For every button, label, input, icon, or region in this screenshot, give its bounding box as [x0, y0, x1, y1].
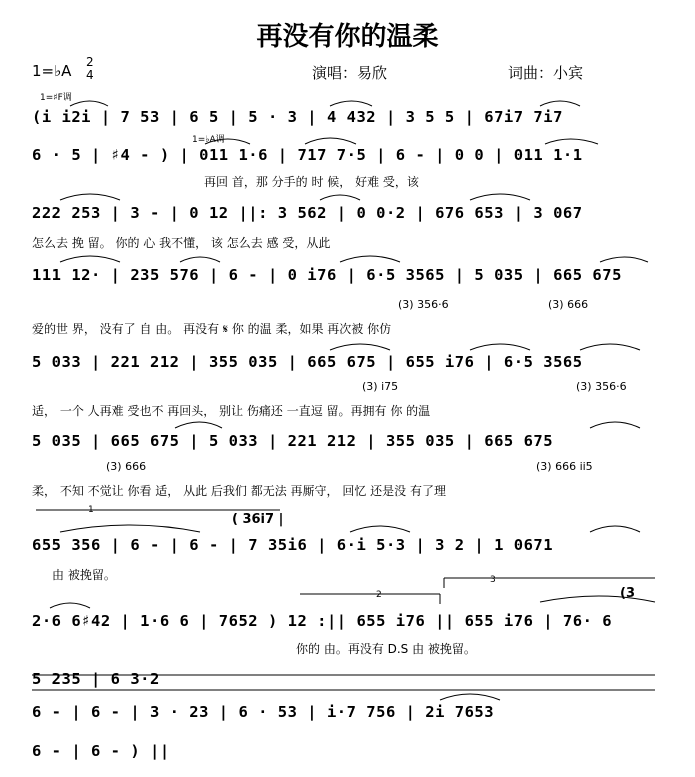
slur-mark — [175, 422, 222, 428]
slur-mark — [590, 422, 640, 428]
grace-note: (3) i75 — [362, 380, 399, 393]
notation-line-7: 655 356 | 6 - | 6 - | 7 35i6 | 6·i 5·3 | 3 2 | 1 0671 — [32, 536, 554, 554]
grace-note: (3) 666 — [548, 298, 589, 311]
notation-line-9: 5 235 | 6 3·2 — [32, 670, 160, 688]
volta-number: 3 — [490, 575, 496, 585]
lyric-line-5: 柔， 不知 不觉让 你看 适， 从此 后我们 都无法 再厮守， 回忆 还是没 有了理 — [32, 484, 446, 498]
notation-line-5: 5 033 | 221 212 | 355 035 | 665 675 | 655 i76 | 6·5 3565 — [32, 353, 583, 371]
slur-mark — [580, 344, 640, 350]
key-change-annotation: 1=♭A调 — [192, 135, 225, 145]
time-signature-bottom: 4 — [86, 68, 94, 82]
lyric-line-6: 由 被挽留。 — [52, 568, 116, 582]
key-signature: 1=♭A — [32, 62, 72, 80]
time-signature-top: 2 — [86, 55, 94, 69]
notation-line-2: 6 · 5 | ♯4 - ) | 011 1·6 | 717 7·5 | 6 - | 0 0 | 011 1·1 — [32, 146, 583, 164]
grace-note: (3 — [620, 586, 635, 601]
slur-mark — [440, 694, 500, 700]
slur-mark — [60, 194, 120, 200]
lyric-line-2: 怎么去 挽 留。 你的 心 我不懂， 该 怎么去 感 受，从此 — [32, 236, 331, 250]
grace-note: (3) 356·6 — [398, 298, 449, 311]
notation-line-8: 2·6 6♯42 | 1·6 6 | 7652 ) 12 :|| 655 i76 || 655 i76 | 76· 6 — [32, 612, 613, 630]
slur-mark — [545, 139, 598, 144]
volta-number: 2 — [376, 590, 382, 600]
grace-note: ( 36i7 | — [232, 512, 284, 527]
lyric-line-4: 适， 一个 人再难 受也不 再回头， 别让 伤痛还 一直逗 留。再拥有 你 的温 — [32, 404, 431, 418]
slur-mark — [600, 257, 648, 262]
slur-mark — [50, 603, 90, 608]
slur-mark — [70, 101, 108, 106]
notation-line-10: 6 - | 6 - | 3 · 23 | 6 · 53 | i·7 756 | 2i 7653 — [32, 703, 495, 721]
slur-mark — [540, 596, 655, 602]
slur-mark — [540, 101, 580, 106]
notation-line-4: 111 12· | 235 576 | 6 - | 0 i76 | 6·5 3565 | 5 035 | 665 675 — [32, 266, 622, 284]
lyric-line-3: 爱的世 界， 没有了 自 由。 再没有 𝄋 你 的温 柔，如果 再次被 你仿 — [32, 322, 392, 336]
grace-note: (3) 666 ii5 — [536, 460, 593, 473]
grace-note: (3) 356·6 — [576, 380, 627, 393]
slur-mark — [60, 525, 200, 532]
slur-mark — [330, 101, 372, 106]
slur-mark — [180, 257, 220, 262]
lyric-line-7: 你的 由。再没有 D.S 由 被挽留。 — [296, 642, 476, 656]
slur-mark — [340, 256, 400, 262]
slur-mark — [205, 139, 250, 144]
slur-mark — [470, 194, 530, 200]
slur-mark — [320, 195, 360, 200]
slur-mark — [330, 344, 390, 350]
lyric-line-1: 再回 首，那 分手的 时 候， 好难 受，该 — [204, 175, 419, 189]
notation-line-1: (i i2i | 7 53 | 6 5 | 5 · 3 | 4 432 | 3 5 5 | 67i7 7i7 — [32, 108, 563, 126]
slur-mark — [350, 526, 410, 532]
key-change-annotation: 1=♯F调 — [40, 93, 72, 103]
slur-mark — [305, 138, 356, 144]
slur-mark — [60, 256, 120, 262]
notation-line-6: 5 035 | 665 675 | 5 033 | 221 212 | 355 035 | 665 675 — [32, 432, 554, 450]
notation-line-11: 6 - | 6 - ) || — [32, 742, 170, 760]
singer-credit: 演唱：易欣 — [312, 64, 388, 82]
grace-note: (3) 666 — [106, 460, 147, 473]
slur-mark — [470, 344, 530, 350]
composer-credit: 词曲：小宾 — [508, 64, 584, 82]
song-title: 再没有你的温柔 — [256, 22, 439, 52]
volta-number: 1 — [88, 505, 94, 515]
notation-line-3: 222 253 | 3 - | 0 12 ||: 3 562 | 0 0·2 | 676 653 | 3 067 — [32, 204, 583, 222]
slur-mark — [590, 526, 640, 532]
